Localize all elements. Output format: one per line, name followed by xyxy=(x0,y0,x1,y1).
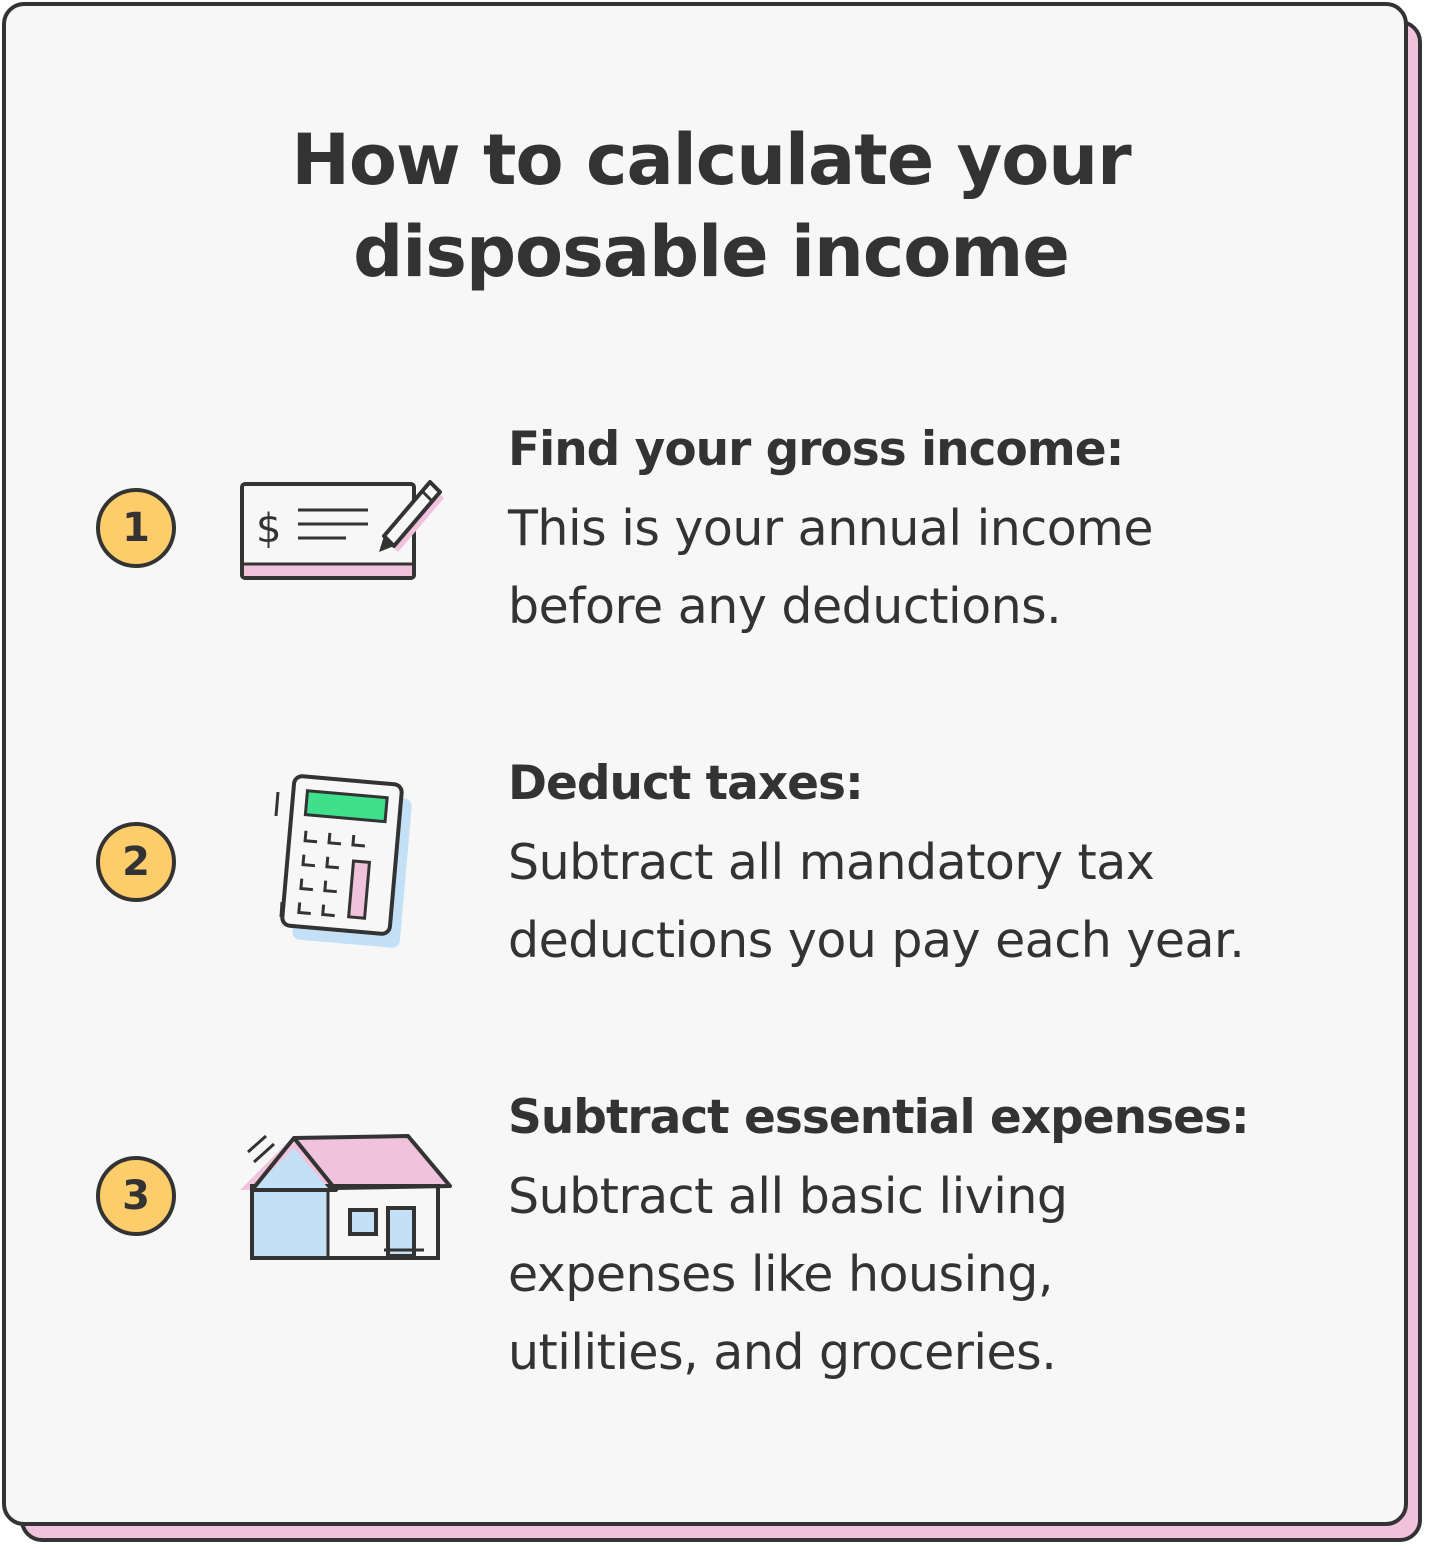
step-number-badge: 2 xyxy=(96,822,176,902)
page-title xyxy=(6,114,1416,298)
step-number-badge: 3 xyxy=(96,1156,176,1236)
desc-line: Subtract all basic living xyxy=(508,1168,1068,1225)
step-description xyxy=(508,824,1398,980)
desc-line: before any deductions. xyxy=(508,578,1062,635)
title-line-1: How to calculate your xyxy=(291,119,1131,201)
step-heading: Find your gross income: xyxy=(508,422,1124,477)
step-description xyxy=(508,1158,1398,1392)
check-pen-icon xyxy=(236,476,451,586)
svg-text:$: $ xyxy=(256,506,282,552)
card xyxy=(2,2,1408,1526)
step-text xyxy=(508,754,1398,980)
step-heading: Deduct taxes: xyxy=(508,756,863,811)
step-heading: Subtract essential expenses: xyxy=(508,1090,1249,1145)
title-line-2: disposable income xyxy=(353,211,1069,293)
desc-line: This is your annual income xyxy=(508,500,1154,557)
house-icon xyxy=(232,1126,462,1266)
desc-line: expenses like housing, xyxy=(508,1246,1053,1303)
step-text xyxy=(508,1088,1398,1392)
step-number-badge: 1 xyxy=(96,488,176,568)
calculator-icon xyxy=(268,772,428,957)
desc-line: deductions you pay each year. xyxy=(508,912,1245,969)
desc-line: Subtract all mandatory tax xyxy=(508,834,1155,891)
step-text xyxy=(508,420,1398,646)
desc-line: utilities, and groceries. xyxy=(508,1324,1057,1381)
step-description xyxy=(508,490,1398,646)
